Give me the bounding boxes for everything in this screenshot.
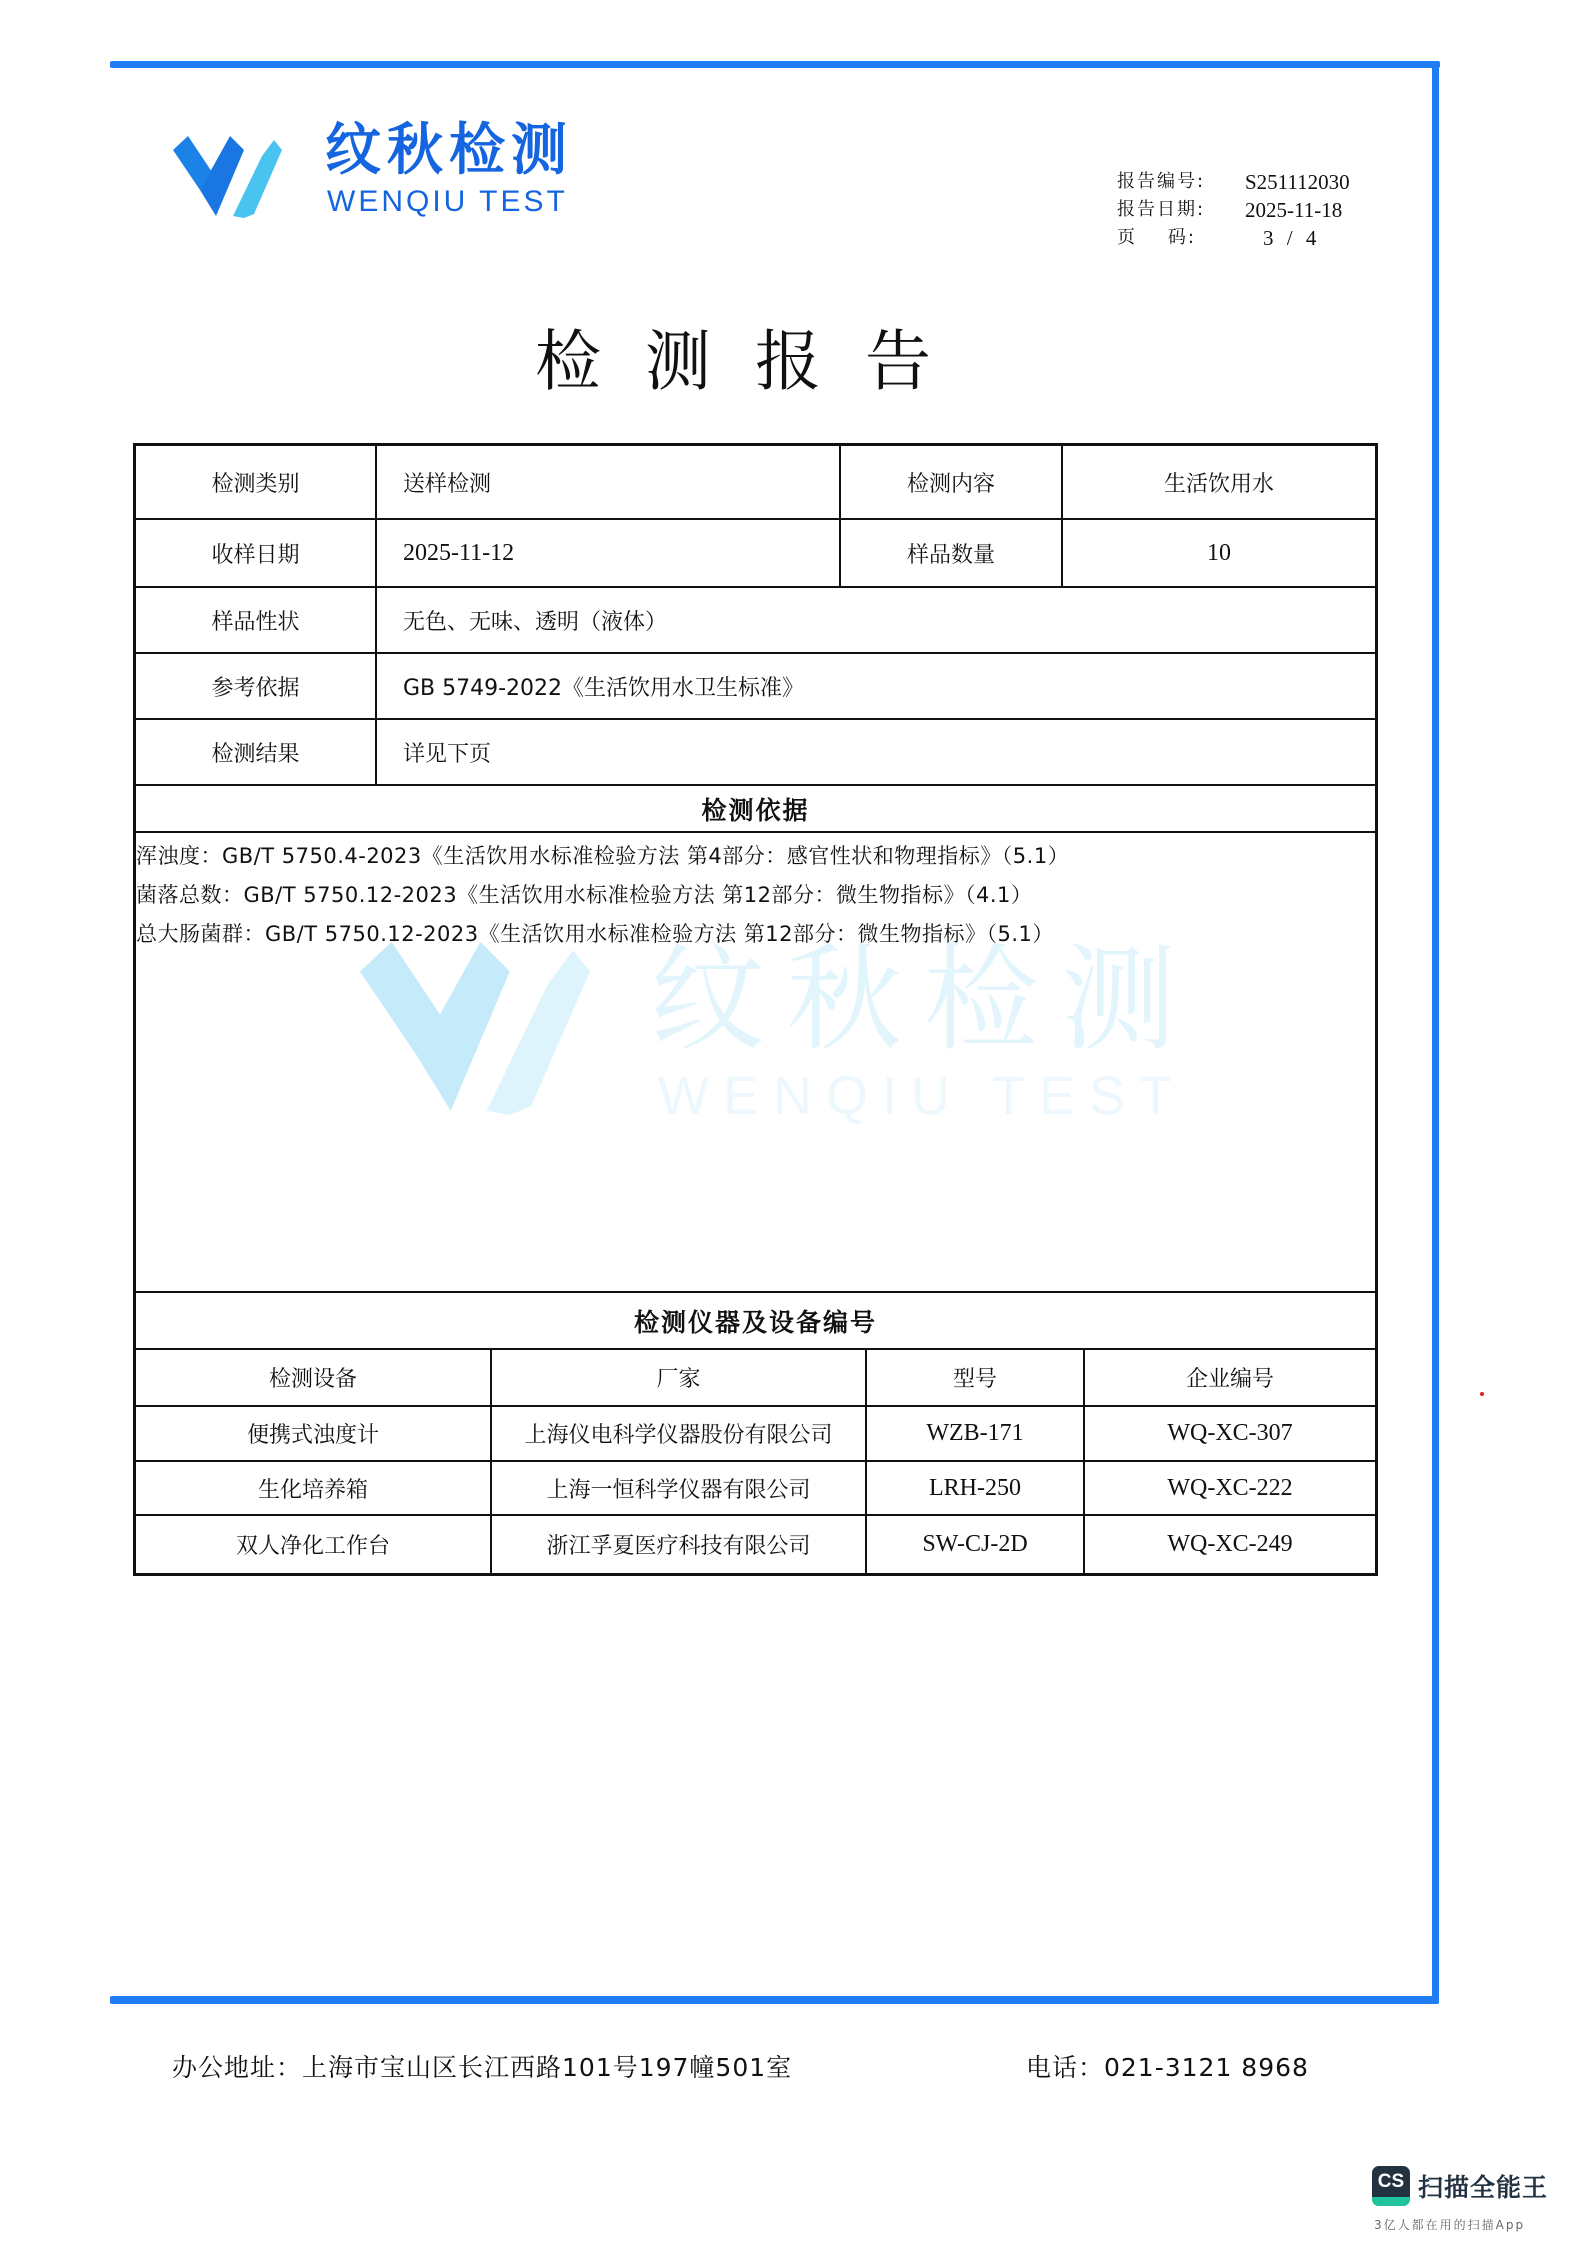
info-value: 无色、无味、透明（液体） (375, 588, 1375, 652)
frame-top-border (110, 61, 1440, 68)
basis-header-row (136, 786, 1375, 833)
equipment-header-row (136, 1293, 1375, 1350)
asset-id: WQ-XC-222 (1083, 1462, 1375, 1514)
logo-name-en: WENQIU TEST (327, 185, 568, 218)
report-number-row (1117, 168, 1350, 196)
device-name: 生化培养箱 (257, 1477, 368, 1503)
watermark-name-en: WENQIU TEST (658, 1066, 1187, 1126)
basis-content-row (136, 833, 1375, 1293)
logo-name-cn: 纹秋检测 (325, 118, 573, 183)
camscanner-icon-text: CS (1377, 2171, 1405, 2192)
table-row (136, 1462, 1375, 1516)
footer-phone: 电话：021-3121 8968 (1026, 2053, 1309, 2082)
info-row (136, 588, 1375, 654)
scan-artifact-dot (1480, 1392, 1484, 1396)
info-label: 检测结果 (211, 741, 300, 767)
table-row (136, 1516, 1375, 1573)
report-date-row (1117, 196, 1350, 224)
basis-line: 总大肠菌群：GB/T 5750.12-2023《生活饮用水标准检验方法 第12部分：微生物指标》（5.1） (136, 922, 1054, 946)
model: WZB-171 (865, 1407, 1083, 1460)
basis-line: 浑浊度：GB/T 5750.4-2023《生活饮用水标准检验方法 第4部分：感官性状和物理指标》（5.1） (136, 844, 1070, 868)
camscanner-icon (1372, 2166, 1410, 2206)
device-name: 双人净化工作台 (235, 1534, 390, 1559)
manufacturer: 上海一恒科学仪器有限公司 (490, 1462, 865, 1514)
camscanner-name: 扫描全能王 (1418, 2173, 1549, 2202)
column-header-manufacturer: 厂家 (490, 1350, 865, 1405)
camscanner-tagline: 3亿人都在用的扫描App (1374, 2218, 1526, 2232)
info-row (136, 720, 1375, 786)
info-value: GB 5749-2022《生活饮用水卫生标准》 (375, 654, 1375, 718)
basis-line: 菌落总数：GB/T 5750.12-2023《生活饮用水标准检验方法 第12部分：微生物指标》（4.1） (136, 883, 1033, 907)
equipment-column-headers (136, 1350, 1375, 1407)
page-number: 3 / 4 (1263, 226, 1321, 250)
footer-address: 办公地址：上海市宝山区长江西路101号197幢501室 (172, 2053, 793, 2082)
info-value: 2025-11-12 (375, 520, 839, 586)
basis-list (136, 837, 1069, 954)
asset-id: WQ-XC-307 (1083, 1407, 1375, 1460)
camscanner-icon-accent (1372, 2197, 1410, 2206)
column-header-asset-id: 企业编号 (1083, 1350, 1375, 1405)
page-number-row (1117, 224, 1350, 252)
info-label-secondary: 检测内容 (839, 446, 1061, 518)
info-value: 送样检测 (375, 446, 839, 518)
asset-id: WQ-XC-249 (1083, 1516, 1375, 1573)
column-header-model: 型号 (865, 1350, 1083, 1405)
info-row (136, 446, 1375, 520)
info-label: 样品性状 (211, 609, 300, 635)
info-label: 检测类别 (211, 471, 300, 497)
report-meta (1117, 168, 1350, 252)
info-row (136, 520, 1375, 588)
info-value-secondary: 10 (1061, 520, 1375, 586)
info-value: 详见下页 (375, 720, 1375, 784)
info-value-secondary: 生活饮用水 (1061, 446, 1375, 518)
info-label: 收样日期 (211, 542, 300, 568)
equipment-title: 检测仪器及设备编号 (633, 1307, 877, 1337)
info-label-secondary: 样品数量 (839, 520, 1061, 586)
camscanner-badge (1372, 2166, 1572, 2236)
info-label: 参考依据 (211, 675, 300, 701)
page-number-label: 页 码: (1117, 227, 1196, 248)
report-number-label: 报告编号: (1117, 171, 1206, 192)
page-title: 检测报告 (535, 323, 975, 400)
report-date-label: 报告日期: (1117, 199, 1206, 220)
column-header-device: 检测设备 (268, 1367, 357, 1392)
device-name: 便携式浊度计 (246, 1423, 379, 1448)
report-number: S251112030 (1245, 170, 1350, 194)
model: SW-CJ-2D (865, 1516, 1083, 1573)
model: LRH-250 (865, 1462, 1083, 1514)
basis-title: 检测依据 (701, 795, 810, 825)
report-date: 2025-11-18 (1245, 198, 1343, 222)
info-row (136, 654, 1375, 720)
manufacturer: 上海仪电科学仪器股份有限公司 (490, 1407, 865, 1460)
frame-bottom-border (110, 1996, 1439, 2004)
company-logo (170, 118, 610, 228)
report-table (133, 443, 1378, 1576)
wenqiu-logo-icon (170, 128, 285, 218)
table-row (136, 1407, 1375, 1462)
watermark-name-cn: 纹秋检测 (650, 933, 1199, 1067)
manufacturer: 浙江孚夏医疗科技有限公司 (490, 1516, 865, 1573)
